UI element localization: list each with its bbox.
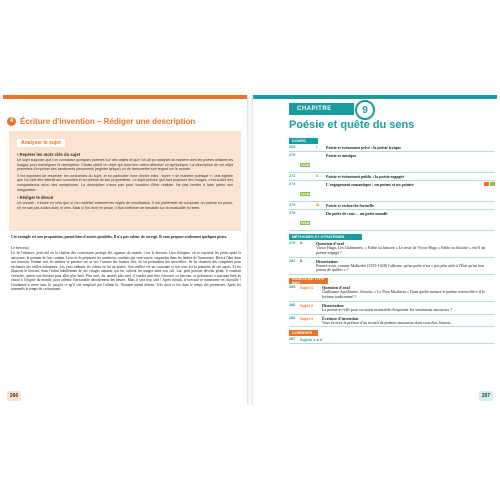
media-icon bbox=[490, 182, 495, 186]
sujet-row bbox=[289, 302, 495, 315]
example-title: Le berceau bbox=[11, 245, 29, 250]
methode-title: Question d'oral bbox=[316, 241, 344, 246]
methode-text: Victor Hugo, Les Châtiments, « Fable ou histoire » Le texte de Victor Hugo « Fable ou histoire » est-il un poème engagé ? bbox=[316, 245, 486, 255]
sujet-row bbox=[289, 284, 495, 302]
cours-title: L'engagement romantique : un poème et un peintre bbox=[326, 182, 414, 187]
fiche-tag: FICHE bbox=[301, 163, 310, 167]
methode-text: Pensez-vous, comme Malherbe (1555-1628) l'affirme, qu'un poète n'est « pas plus utile à l'État qu'un bon joueur de quilles » ? bbox=[316, 262, 485, 273]
methode-number: 2. bbox=[300, 258, 303, 263]
methode-row bbox=[289, 258, 495, 276]
step1-title: › Repérer les mots clés du sujet bbox=[17, 152, 81, 157]
cours-title: Poésie et événement privé : la poésie lyrique bbox=[326, 145, 401, 150]
cours-header: COURS bbox=[289, 138, 318, 144]
section-title: Écriture d'invention – Rédiger une description bbox=[20, 116, 196, 126]
chapter-title: Poésie et quête du sens bbox=[289, 119, 415, 131]
chapter-badge: CHAPITRE bbox=[289, 103, 354, 115]
page-ref: 286 bbox=[289, 302, 296, 307]
cours-row bbox=[289, 173, 495, 181]
page-ref: 285 bbox=[289, 285, 296, 290]
page-ref: 275 bbox=[289, 203, 296, 207]
part-number: II. bbox=[316, 174, 320, 178]
sujet-title: Dissertation bbox=[322, 302, 344, 308]
right-page bbox=[253, 95, 497, 405]
fiche-tag-cell bbox=[300, 211, 316, 229]
sujet-label: Sujet 3 bbox=[300, 315, 314, 321]
page-ref: 278 bbox=[289, 211, 296, 215]
step1-text: Le sujet suppose que l'on connaisse quelques poèmes sur des objets et que l'on ait pu analyser la manière dont les poètes utilisent les images pour transfigurer la description. Choisir plutôt un objet qui aura une valeur affective ou symbolique. La description de cet objet permettra d'exprimer des sentiments personnels (registre lyrique) ou de transmettre son regard sur le monde. bbox=[17, 158, 233, 172]
corriges-list bbox=[289, 336, 495, 344]
sujet-text: Guillaume Apollinaire, Alcools, « Le Pont Mirabeau » Dans quelle mesure le poème renouvelle-t-il le lyrisme traditionnel ? bbox=[322, 289, 485, 299]
corriges-header: CORRIGÉS bbox=[289, 330, 318, 336]
sujets-list bbox=[289, 284, 495, 327]
page-ref: 270 bbox=[289, 153, 296, 157]
sujet-title: Question d'oral bbox=[322, 285, 350, 291]
painting-icon bbox=[484, 182, 489, 186]
page-ref: 273 bbox=[289, 182, 296, 186]
step2-text: Un conseil : n'écrire en vers que si l'on maîtrise vraiment les règles de versification. Il est préférable de composer un poème en prose, s'il ne sait pas à faire avec le vers. Mais si l'on écrit en prose, il faut s'efforcer de travailler sur la musicalité du texte. bbox=[17, 201, 233, 210]
part-number: I. bbox=[316, 145, 319, 149]
methode-number: 1. bbox=[300, 241, 303, 245]
methode-row bbox=[289, 240, 495, 258]
part-number: III. bbox=[316, 203, 321, 207]
page-ref: 286 bbox=[289, 315, 296, 320]
sujet-row bbox=[289, 315, 495, 328]
sujets-header: SUJETS DE TYPE BAC bbox=[289, 278, 328, 284]
page-number-right: 267 bbox=[479, 391, 493, 401]
methodes-header: MÉTHODES ET STRATÉGIES bbox=[289, 234, 362, 240]
box-heading: Analyser le sujet bbox=[17, 139, 65, 147]
cours-title: Poésie et recherche formelle bbox=[326, 203, 374, 208]
sujet-title: Écriture d'invention bbox=[322, 315, 359, 321]
sujet-body bbox=[322, 303, 495, 313]
chapter-number: 9 bbox=[355, 100, 375, 120]
fiche-tag: FICHE bbox=[301, 192, 310, 196]
page-ref: 287 bbox=[289, 337, 296, 342]
step1-text2: Il est important de respecter les contraintes du sujet, et en particulier l'une d'entre elles : écrire « de manière poétique », cela signifie que l'on doit être attentif aux sonorités et au rythme de son proprettexte. Le sujet précise qu'il faut proposer des images, c'est-à-dire des comparaisons et/ou des métaphores. La description n'aura pas pour vocation d'être réaliste. Ne pas hésiter à faire parler son imagination. bbox=[17, 173, 234, 192]
table-of-contents bbox=[289, 135, 495, 344]
sujet-body bbox=[322, 285, 495, 300]
cours-list bbox=[289, 144, 495, 231]
step2-title: › Rédiger le devoir bbox=[17, 195, 54, 201]
section-heading bbox=[7, 115, 243, 127]
example-intro: Cet exemple est une proposition, parmi bien d'autres possibles. Il n'a pas valeur de corrigé. Il vous propose seulement quelques pistes. bbox=[11, 235, 228, 239]
cours-title: Poésie et événement public : la poésie engagée bbox=[326, 174, 405, 179]
page-ref: 265 bbox=[289, 145, 296, 149]
page-ref: 282 bbox=[289, 258, 296, 263]
page-ref: 279 bbox=[289, 241, 296, 245]
sujet-label: Sujet 2 bbox=[300, 302, 314, 308]
example-text: Lit de l'enfance, petit nid où la chaleur des couvertures protège des rigueurs du monde, c'est le berceau. Lieu d'origine, où se reposent les petits après la naissance, le premier de leur combat. Lieu où ils préparent les nombreux combats qui vont suivre, suspendus dans les limbes de l'innocence. Bien à l'abri dans son berceau, l'enfant voit les adultes se pencher sur sa vie. Comme des bonnes fées, ils lui promettent des merveilles. Ils lui chantent des comptines pour enchanter ses veilles enfantines. Les yeux embués, ils voient en lui un prince. Son oreiller est un couronne et son ours est la première de ses sujets. Et les illusions le bercent, dans l'infini babillement de ses visages aimants, qui lui cachent les nuages dans son ciel. Lui, petit poisson devenu géant, il voudrait s'envoler, quitter son berceau pour aller plus haut. Plus tard, dix années plus tard, il voudra peut-être retrouver ce berceau, se pelotonner à nouveau bien au chaud à l'origine du monde, pour ralentir l'inexorable déroulement des heures. Mais il sera trop tard ! Après minuit, le berceau se transforme en citrouille ! Condamné à rester sans lit, jusqu'à ce qu'il soit remplacé par l'ultime lit, l'homme attend debout. Très droit et fou dans le temps des promesses. Après les sommeils le temps du croissement. bbox=[11, 251, 241, 291]
cours-title: Poésie et musique bbox=[326, 153, 357, 158]
section-number: 4 bbox=[7, 117, 16, 126]
cours-row bbox=[289, 210, 495, 231]
top-band bbox=[3, 95, 247, 99]
methode-body bbox=[316, 241, 495, 256]
corrige-row bbox=[289, 336, 495, 344]
left-page bbox=[3, 95, 247, 405]
cours-row bbox=[289, 202, 495, 210]
cours-row bbox=[289, 152, 495, 173]
sujet-body bbox=[322, 316, 495, 326]
methode-body bbox=[316, 259, 495, 274]
page-number-left: 266 bbox=[7, 391, 21, 401]
cours-title: Du poète de cour… au poète maudit bbox=[326, 211, 388, 216]
methodes-list bbox=[289, 240, 495, 275]
sujet-label: Sujet 1 bbox=[300, 285, 314, 291]
top-band bbox=[253, 95, 497, 99]
fiche-tag-cell bbox=[300, 182, 316, 200]
book-spread bbox=[3, 95, 497, 405]
method-box bbox=[9, 131, 241, 231]
page-ref: 272 bbox=[289, 174, 296, 178]
methode-title: Dissertation bbox=[316, 258, 338, 264]
cours-row bbox=[289, 181, 495, 202]
sujet-text: Vous écrivez la préface d'un recueil de poèmes amoureux dont vous êtes l'auteur. bbox=[322, 319, 452, 325]
fiche-tag: FICHE bbox=[301, 221, 310, 225]
cours-row bbox=[289, 144, 495, 152]
sujet-text: La poésie a-t-elle pour vocation essentielle d'exprimer les sentiments amoureux ? bbox=[322, 306, 453, 312]
corrige-label: Sujets 1 à 3 bbox=[300, 337, 323, 343]
fiche-tag-cell bbox=[300, 153, 316, 171]
